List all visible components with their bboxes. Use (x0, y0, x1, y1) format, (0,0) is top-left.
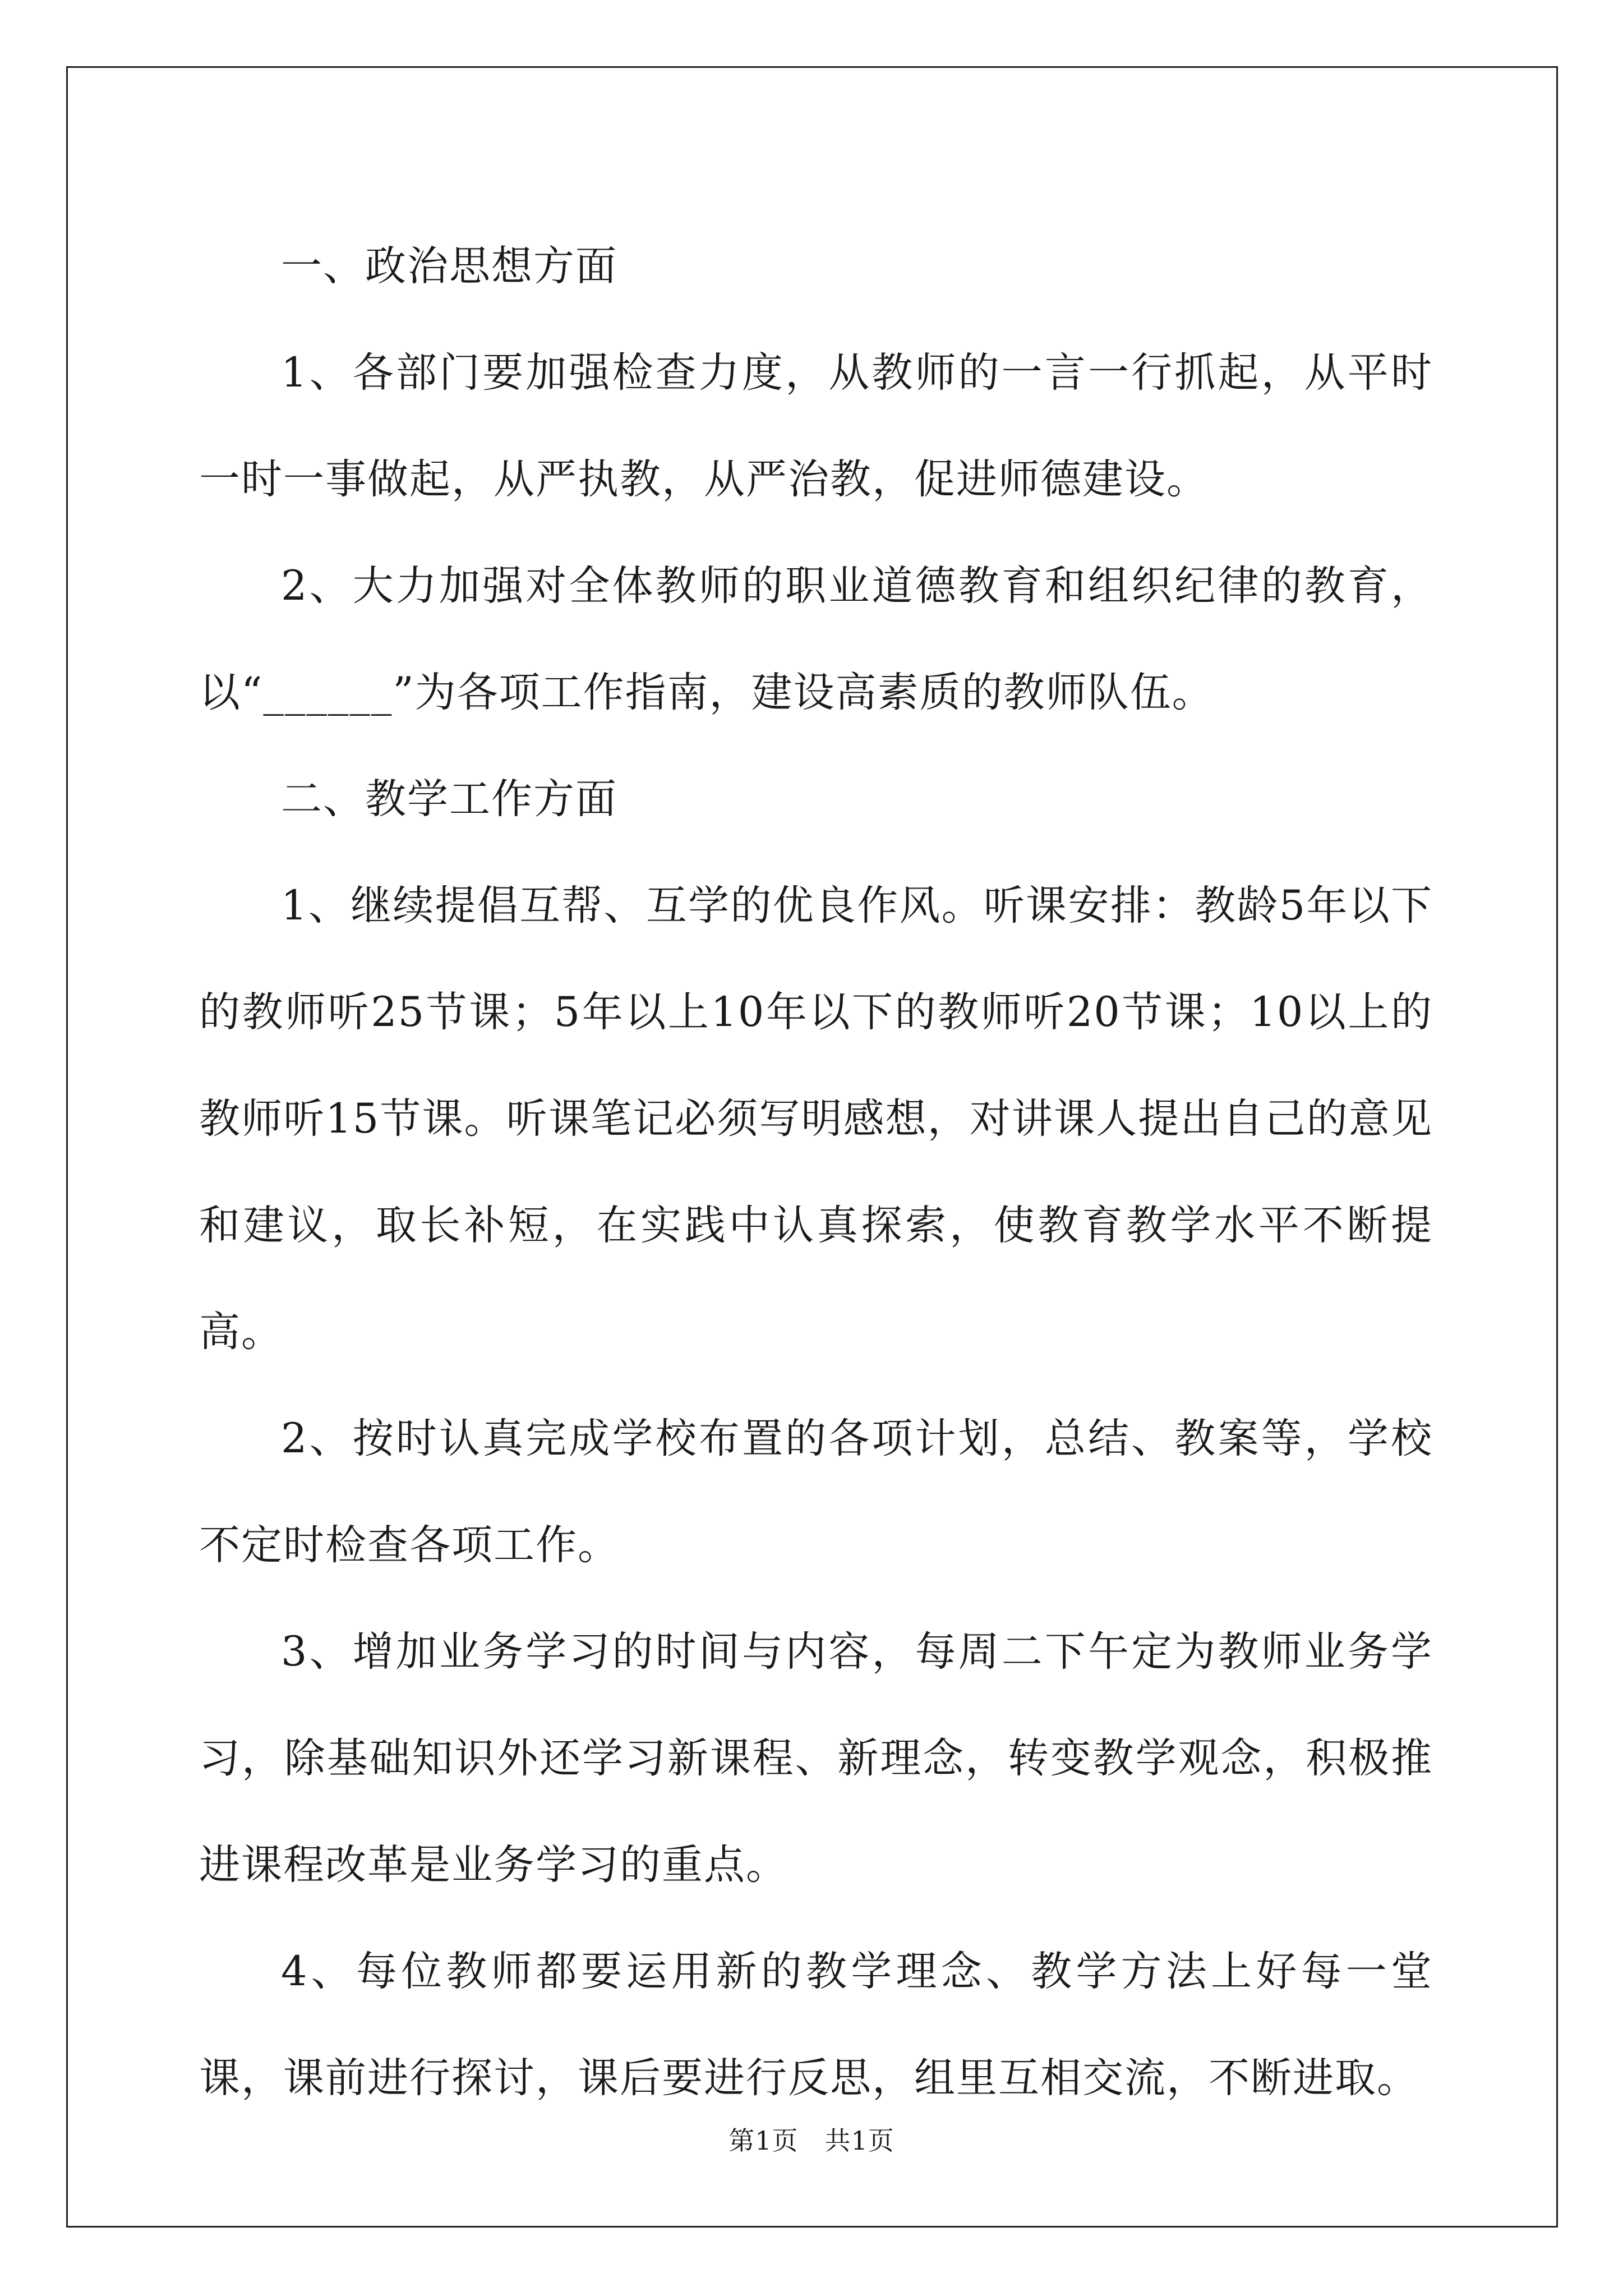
section-heading-teaching: 二、教学工作方面 (281, 775, 617, 823)
page-total: 共1页 (824, 2125, 895, 2156)
page-footer (0, 2120, 1623, 2157)
paragraph-teaching-2: 2、按时认真完成学校布置的各项计划，总结、教案等，学校不定时检查各项工作。 (199, 1415, 1433, 1569)
paragraph-politics-1: 1、各部门要加强检查力度，从教师的一言一行抓起，从平时一时一事做起，从严执教，从严治教，促进师德建设。 (199, 349, 1433, 503)
paragraph-teaching-4: 4、每位教师都要运用新的教学理念、教学方法上好每一堂课，课前进行探讨，课后要进行反思，组里互相交流，不断进取。 (199, 1948, 1433, 2102)
paragraph-teaching-3: 3、增加业务学习的时间与内容，每周二下午定为教师业务学习，除基础知识外还学习新课程、新理念，转变教学观念，积极推进课程改革是业务学习的重点。 (199, 1628, 1433, 1889)
section-heading-politics: 一、政治思想方面 (281, 242, 617, 290)
page-number: 第1页 (728, 2125, 799, 2156)
paragraph-politics-2: 2、大力加强对全体教师的职业道德教育和组织纪律的教育，以“______”为各项工作指南，建设高素质的教师队伍。 (199, 562, 1433, 716)
paragraph-teaching-1: 1、继续提倡互帮、互学的优良作风。听课安排：教龄5年以下的教师听25节课；5年以上10年以下的教师听20节课；10以上的教师听15节课。听课笔记必须写明感想，对讲课人提出自己的意见和建议，取长补短，在实践中认真探索，使教育教学水平不断提高。 (199, 882, 1433, 1356)
document-body (199, 213, 1433, 2132)
